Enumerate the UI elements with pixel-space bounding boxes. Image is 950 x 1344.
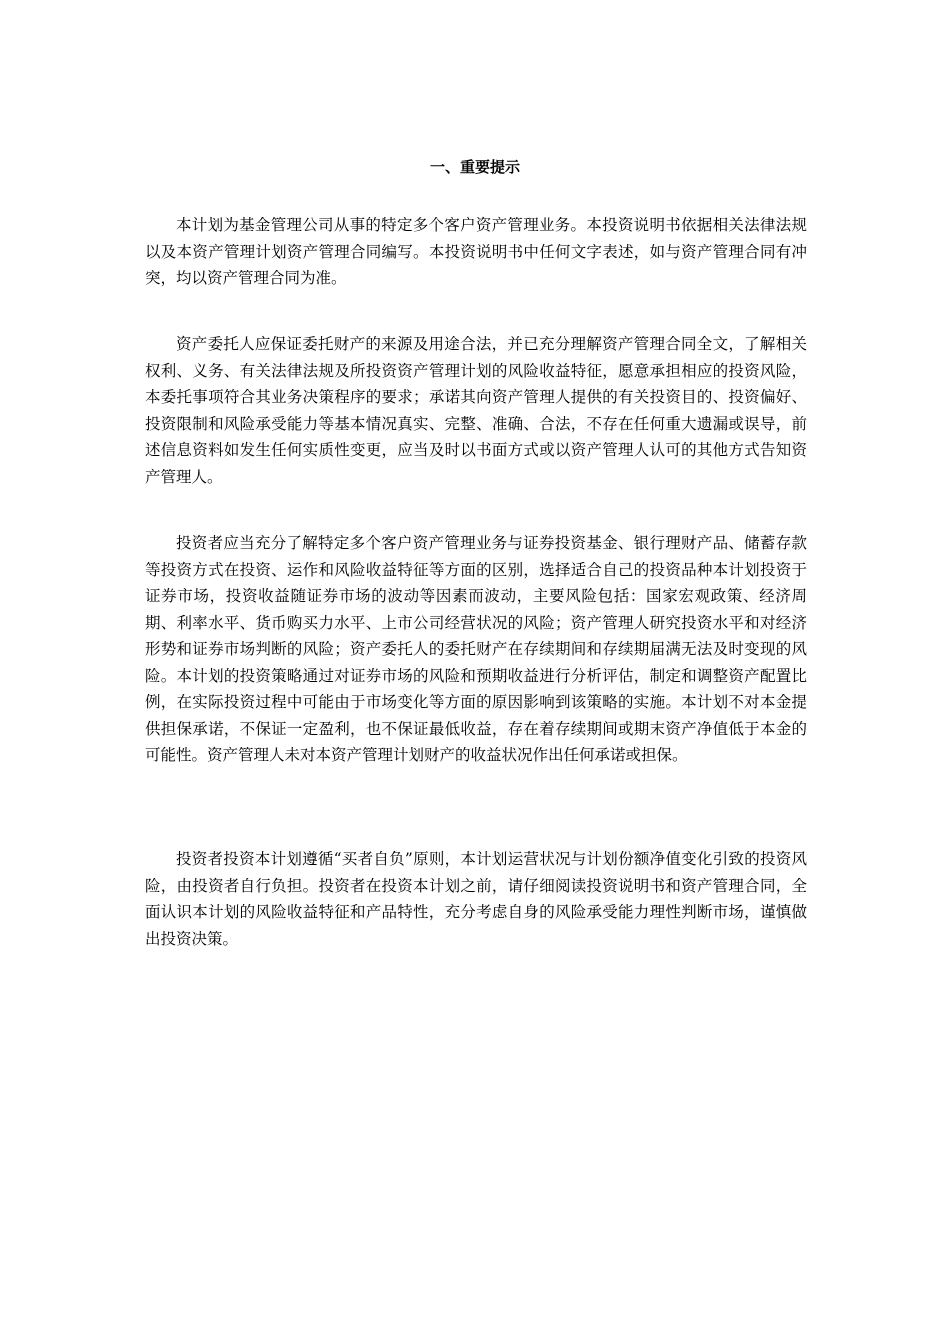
paragraph-client-obligations: 资产委托人应保证委托财产的来源及用途合法，并已充分理解资产管理合同全文，了解相关权利、义务、有关法律法规及所投资资产管理计划的风险收益特征，愿意承担相应的投资风险，本委托事项符合其业务决策程序的要求；承诺其向资产管理人提供的有关投资目的、投资偏好、投资限制和风险承受能力等基本情况真实、完整、准确、合法，不存在任何重大遗漏或误导，前述信息资料如发生任何实质性变更，应当及时以书面方式或以资产管理人认可的其他方式告知资产管理人。 [145,335,807,486]
section-heading: 一、重要提示 [429,158,520,176]
paragraph-plan-scope: 本计划为基金管理公司从事的特定多个客户资产管理业务。本投资说明书依据相关法律法规以及本资产管理计划资产管理合同编写。本投资说明书中任何文字表述，如与资产管理合同有冲突，均以资产管理合同为准。 [145,216,807,287]
paragraph-investor-responsibility: 投资者投资本计划遵循“买者自负”原则，本计划运营状况与计划份额净值变化引致的投资风险，由投资者自行负担。投资者在投资本计划之前，请仔细阅读投资说明书和资产管理合同，全面认识本计划的风险收益特征和产品特性，充分考虑自身的风险承受能力理性判断市场，谨慎做出投资决策。 [145,850,807,948]
paragraph-risk-disclosure: 投资者应当充分了解特定多个客户资产管理业务与证券投资基金、银行理财产品、储蓄存款等投资方式在投资、运作和风险收益特征等方面的区别，选择适合自己的投资品种本计划投资于证券市场，投资收益随证券市场的波动等因素而波动，主要风险包括：国家宏观政策、经济周期、利率水平、货币购买力水平、上市公司经营状况的风险；资产管理人研究投资水平和对经济形势和证券市场判断的风险；资产委托人的委托财产在存续期间和存续期届满无法及时变现的风险。本计划的投资策略通过对证券市场的风险和预期收益进行分析评估，制定和调整资产配置比例，在实际投资过程中可能由于市场变化等方面的原因影响到该策略的实施。本计划不对本金提供担保承诺，不保证一定盈利，也不保证最低收益，存在着存续期间或期末资产净值低于本金的可能性。资产管理人未对本资产管理计划财产的收益状况作出任何承诺或担保。 [145,534,807,764]
